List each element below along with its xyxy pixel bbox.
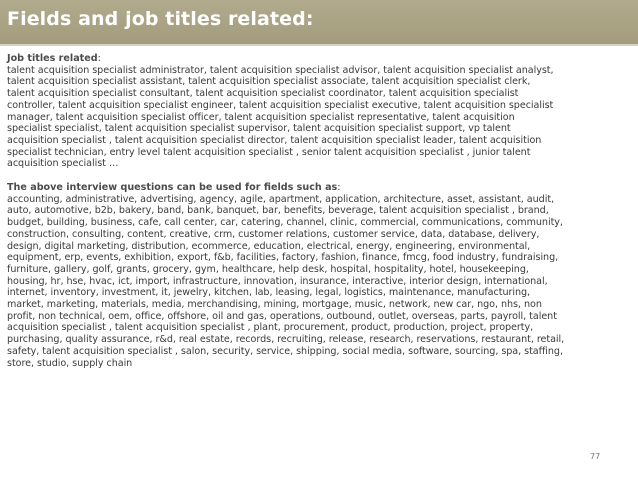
fields-line: construction, consulting, content, creative, crm, customer relations, customer service, data, database, delivery, (7, 228, 540, 240)
fields-line: store, studio, supply chain (7, 357, 133, 369)
page-number: 77 (590, 452, 601, 461)
job-titles-line: specialist specialist, talent acquisition specialist supervisor, talent acquisition specialist support, vp talent (7, 123, 511, 135)
fields-line: budget, building, business, cafe, call center, car, catering, channel, clinic, commercial, communications, community, (7, 217, 563, 229)
fields-line: housing, hr, hse, hvac, ict, import, infrastructure, innovation, insurance, interactive, interior design, international, (7, 275, 548, 287)
fields-line: safety, talent acquisition specialist , salon, security, service, shipping, social media, software, sourcing, spa, staffing, (7, 345, 563, 357)
title-divider (0, 44, 638, 46)
fields-heading-colon: : (337, 182, 341, 194)
fields-line: purchasing, quality assurance, r&d, real estate, records, recruiting, release, research, reservations, restaurant, retail, (7, 334, 565, 346)
job-titles-line: manager, talent acquisition specialist officer, talent acquisition specialist representative, talent acquisition (7, 111, 515, 123)
job-titles-line: acquisition specialist , talent acquisition specialist director, talent acquisition specialist leader, talent acquisition (7, 134, 542, 146)
job-titles-list (7, 65, 631, 170)
job-titles-line: talent acquisition specialist consultant, talent acquisition specialist coordinator, talent acquisition specialist (7, 88, 519, 100)
slide-title: Fields and job titles related: (7, 8, 314, 30)
fields-line: furniture, gallery, golf, grants, grocery, gym, healthcare, help desk, hospital, hospitality, hotel, housekeeping, (7, 263, 529, 275)
section-spacer (7, 170, 631, 182)
fields-line: market, marketing, materials, media, merchandising, mining, mortgage, music, network, new car, ngo, nhs, non (7, 299, 542, 311)
title-bar (0, 0, 638, 44)
fields-line: internet, inventory, investment, it, jewelry, kitchen, lab, leasing, legal, logistics, maintenance, manufacturing, (7, 287, 531, 299)
job-titles-heading-label: Job titles related (7, 53, 98, 64)
fields-line: design, digital marketing, distribution, ecommerce, education, electrical, energy, engineering, environmental, (7, 240, 531, 252)
job-titles-heading-colon: : (97, 53, 101, 64)
fields-line: accounting, administrative, advertising, agency, agile, apartment, application, architecture, asset, assistant, audit, (7, 193, 555, 205)
fields-heading-label: The above interview questions can be used for fields such as (7, 182, 338, 194)
job-titles-line: acquisition specialist … (7, 158, 119, 170)
job-titles-line: talent acquisition specialist administrator, talent acquisition specialist advisor, talent acquisition specialist analyst, (7, 64, 554, 76)
fields-line: profit, non technical, oem, office, offshore, oil and gas, operations, outbound, outlet, overseas, parts, payroll, talent (7, 310, 557, 322)
fields-line: auto, automotive, b2b, bakery, band, bank, banquet, bar, benefits, beverage, talent acquisition specialist , brand, (7, 205, 549, 217)
fields-heading (7, 182, 631, 194)
fields-line: equipment, erp, events, exhibition, export, f&b, facilities, factory, fashion, finance, fmcg, food industry, fundraising, (7, 252, 559, 264)
job-titles-heading (7, 53, 631, 65)
job-titles-line: talent acquisition specialist assistant, talent acquisition specialist associate, talent acquisition specialist clerk, (7, 76, 531, 88)
slide-content (7, 53, 631, 369)
fields-list (7, 194, 631, 370)
job-titles-line: controller, talent acquisition specialist engineer, talent acquisition specialist executive, talent acquisition specialist (7, 99, 554, 111)
job-titles-line: specialist technician, entry level talent acquisition specialist , senior talent acquisition specialist , junior talent (7, 146, 531, 158)
fields-line: acquisition specialist , talent acquisition specialist , plant, procurement, product, production, project, property, (7, 322, 534, 334)
